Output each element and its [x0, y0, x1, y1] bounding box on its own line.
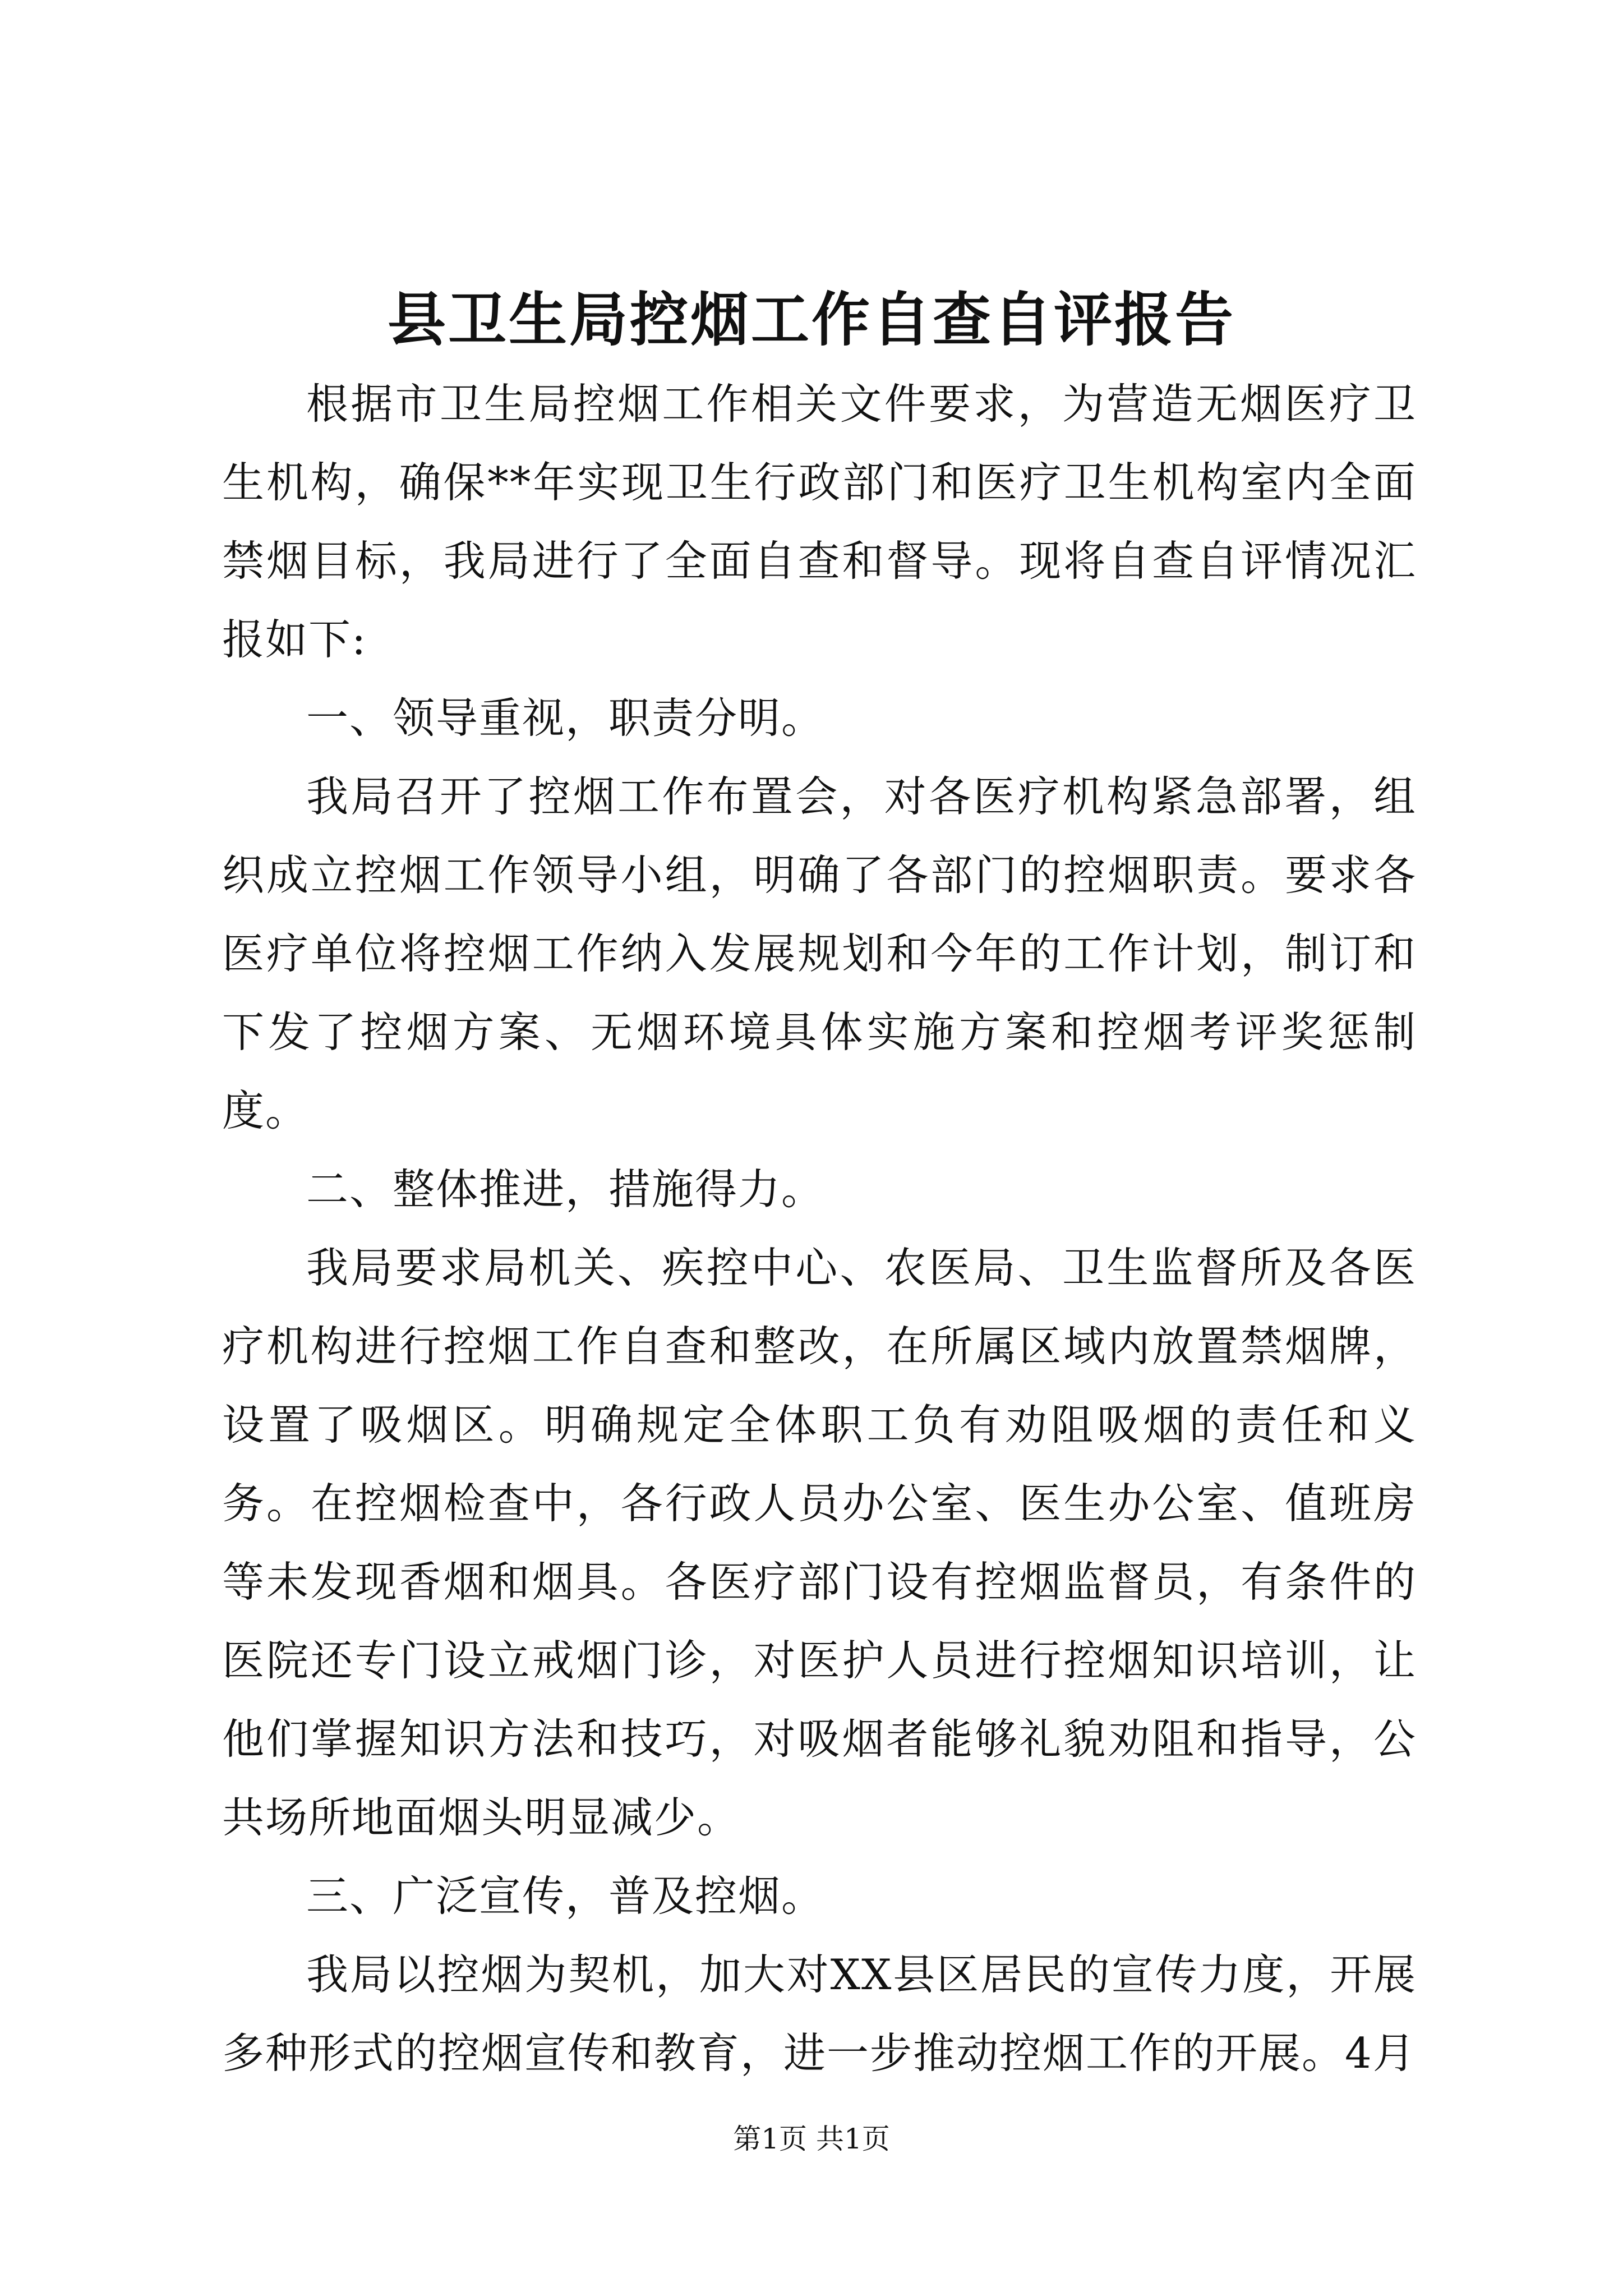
document-body	[222, 365, 1417, 2092]
section-heading-2: 二、整体推进，措施得力。	[306, 1165, 825, 1214]
section-heading-3: 三、广泛宣传，普及控烟。	[306, 1871, 825, 1921]
paragraph-intro: 根据市卫生局控烟工作相关文件要求，为营造无烟医疗卫生机构，确保**年实现卫生行政部门和医疗卫生机构室内全面禁烟目标，我局进行了全面自查和督导。现将自查自评情况汇报如下:	[222, 379, 1417, 664]
paragraph-section-2: 我局要求局机关、疾控中心、农医局、卫生监督所及各医疗机构进行控烟工作自查和整改，在所属区域内放置禁烟牌，设置了吸烟区。明确规定全体职工负有劝阻吸烟的责任和义务。在控烟检查中，各行政人员办公室、医生办公室、值班房等未发现香烟和烟具。各医疗部门设有控烟监督员，有条件的医院还专门设立戒烟门诊，对医护人员进行控烟知识培训，让他们掌握知识方法和技巧，对吸烟者能够礼貌劝阻和指导，公共场所地面烟头明显减少。	[222, 1243, 1417, 1842]
section-heading-1: 一、领导重视，职责分明。	[306, 693, 825, 743]
document-title: 县卫生局控烟工作自查自评报告	[387, 285, 1235, 354]
paragraph-section-3: 我局以控烟为契机，加大对XX县区居民的宣传力度，开展多种形式的控烟宣传和教育，进一步推动控烟工作的开展。4月	[222, 1950, 1417, 2078]
paragraph-section-1: 我局召开了控烟工作布置会，对各医疗机构紧急部署，组织成立控烟工作领导小组，明确了各部门的控烟职责。要求各医疗单位将控烟工作纳入发展规划和今年的工作计划，制订和下发了控烟方案、无烟环境具体实施方案和控烟考评奖惩制度。	[222, 772, 1417, 1135]
page-footer: 第1页 共1页	[733, 2123, 890, 2155]
